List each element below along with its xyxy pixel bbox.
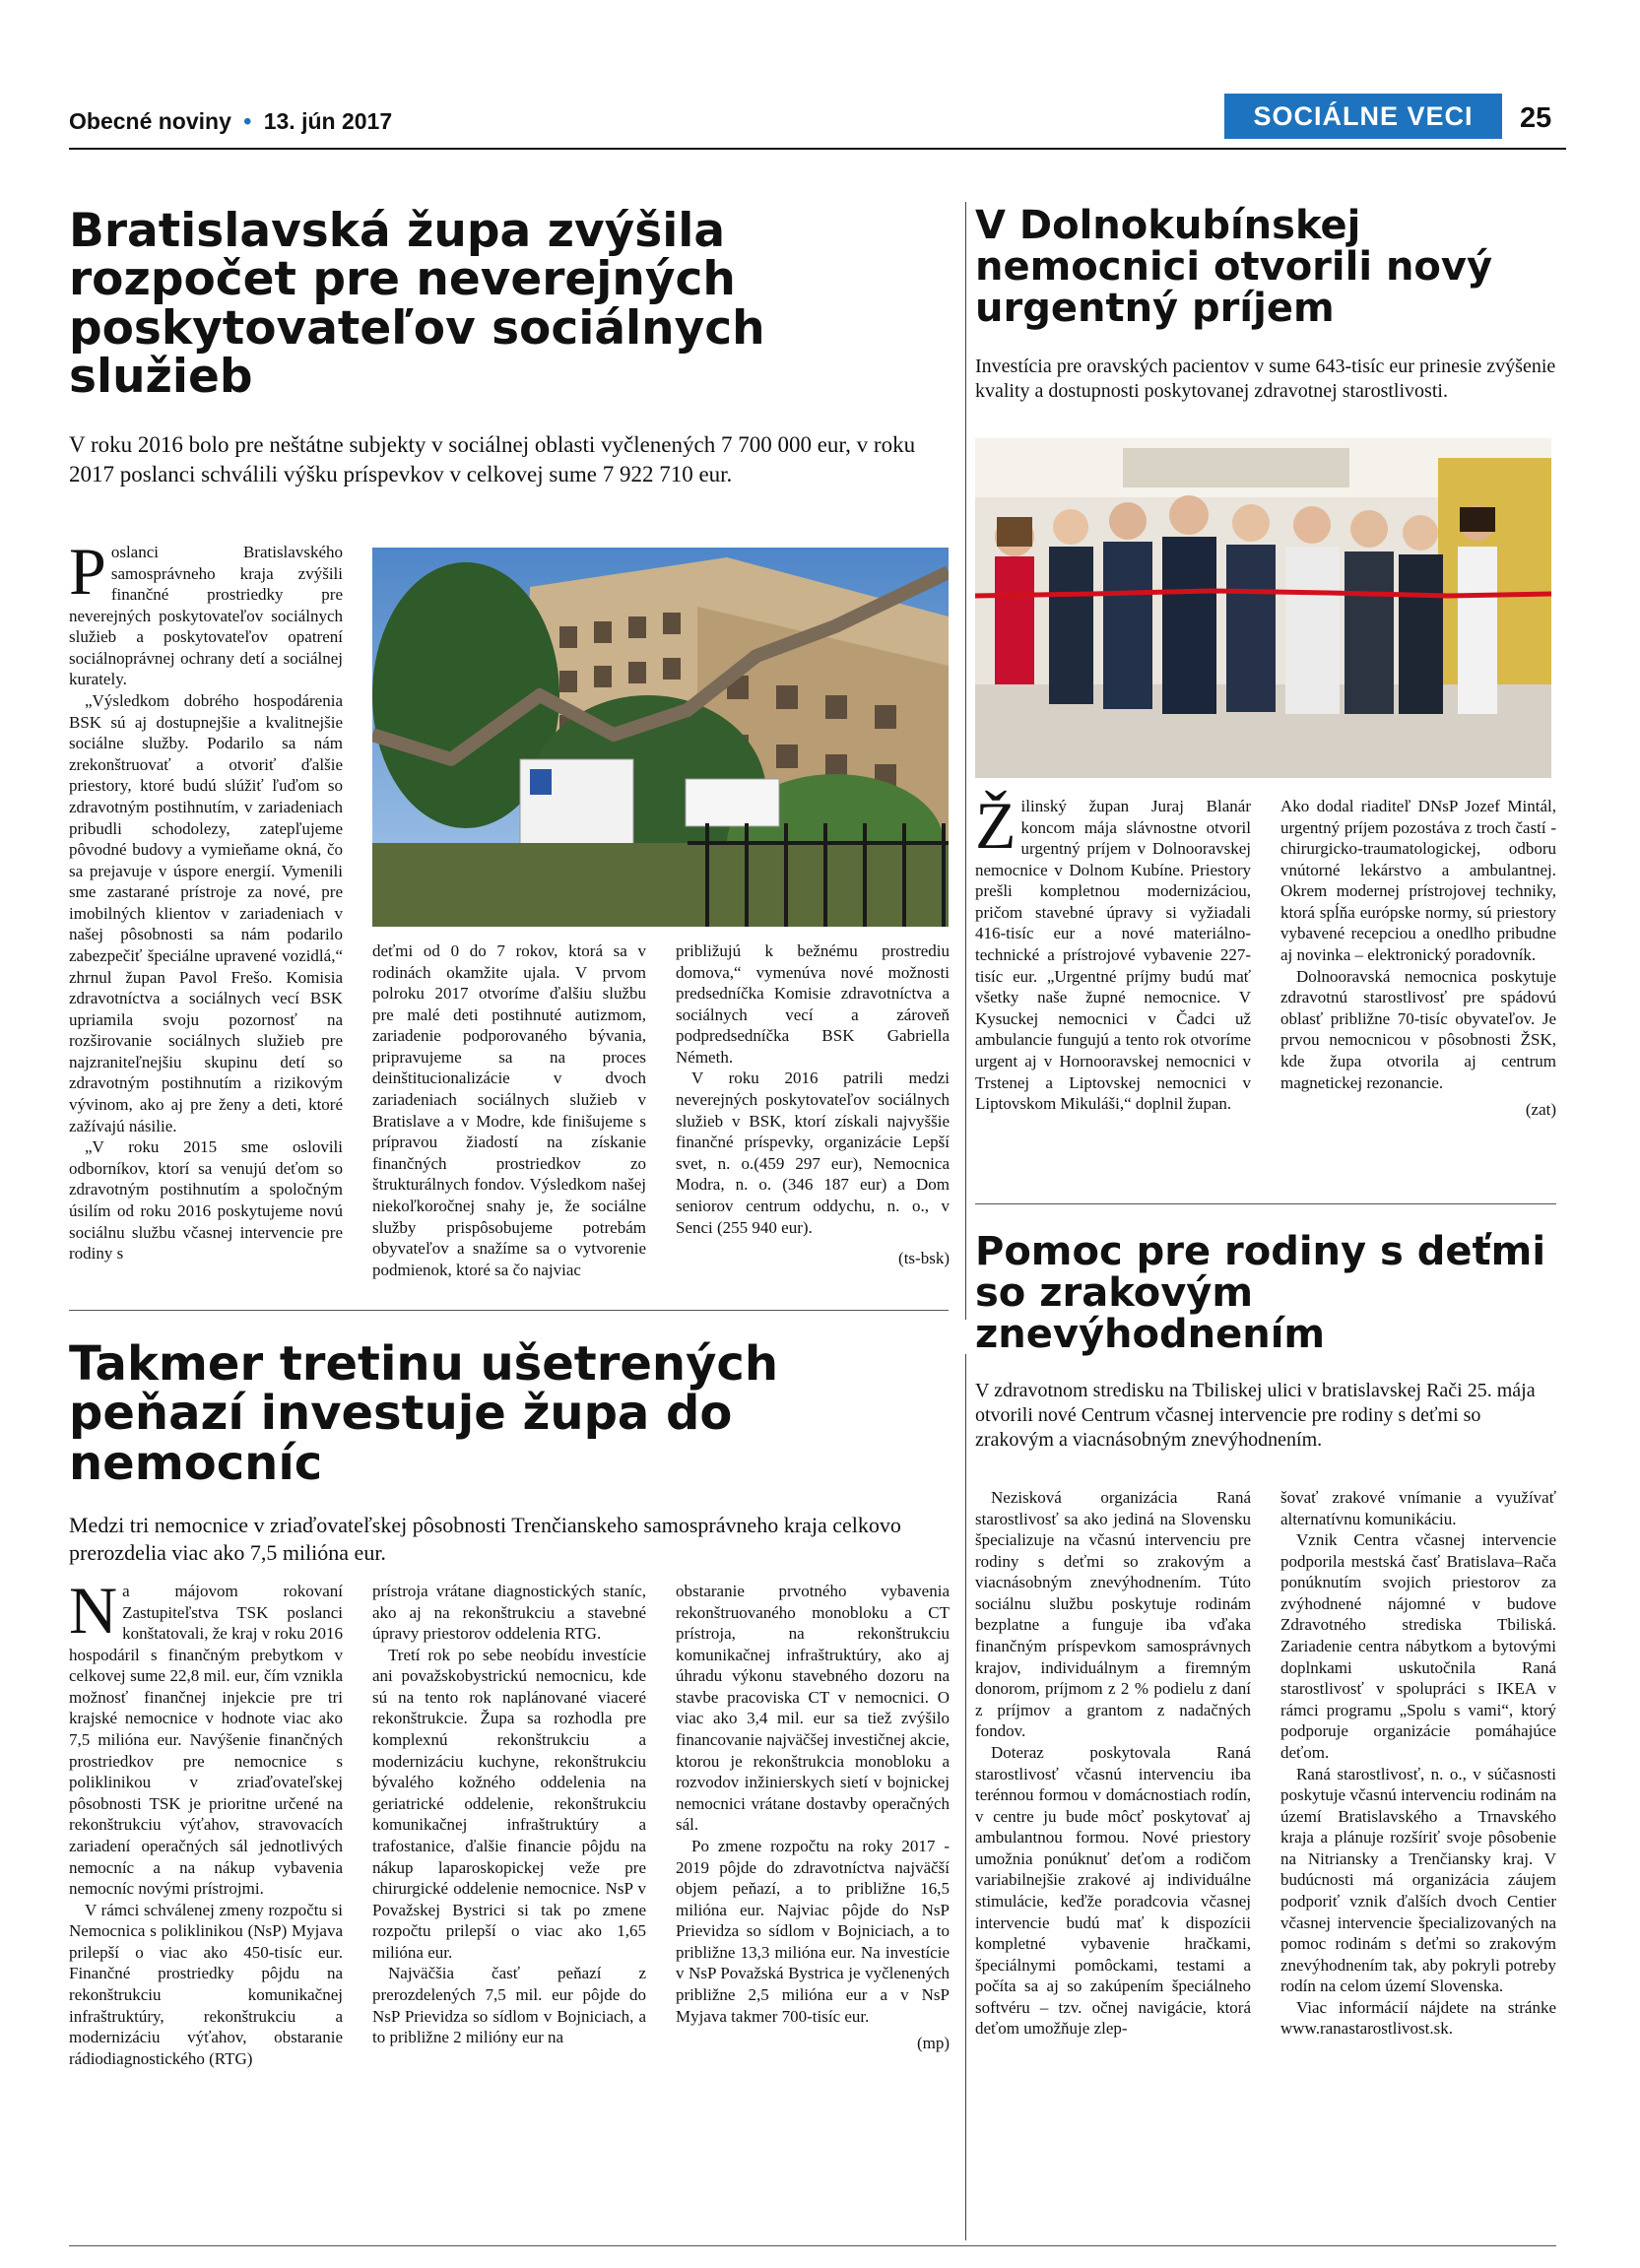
article2-dropcap: Ž bbox=[975, 788, 1017, 863]
article1-paragraph: približujú k bežnému prostrediu domova,“ vymenúva nové možnosti predsedníčka Komisie zdravotníctva a sociálnych vecí a zároveň podpredsedníčka BSK Gabriella Németh. bbox=[676, 941, 950, 1067]
footer-rule bbox=[69, 2245, 1556, 2246]
article1-paragraph: „V roku 2015 sme oslovili odborníkov, ktorí sa venujú deťom so zdravotným postihnutím a spoločným úsilím od roku 2016 poskytujeme novú sociálnu službu včasnej intervencie pre rodiny s bbox=[69, 1137, 343, 1264]
article2-column-1 bbox=[975, 788, 1251, 1115]
article4-title: Pomoc pre rodiny s deťmi so zrakovým znevýhodnením bbox=[975, 1229, 1546, 1357]
article4-paragraph: Doteraz poskytovala Raná starostlivosť včasnú intervenciu iba terénnou formou v domácnostiach rodín, v centre ju bude môcť poskytovať aj ambulantnou formou. Nové priestory umožnia ponúknuť deťom a rodičom variabilnejšie zrakové aj individuálne stimulácie, keďže poradcovia včasnej intervencie budú mať k dispozícii kompletné vybavenie hračkami, špeciálnymi pomôckami, testami a počíta sa aj so zakúpením špeciálneho softvéru – tzv. očnej navigácie, ktorá deťom umožňuje zlep- bbox=[975, 1742, 1251, 2039]
article1-lead: V roku 2016 bolo pre neštátne subjekty v sociálnej oblasti vyčlenených 7 700 000 eur, v roku 2017 poslanci schválili výšku príspevkov v celkovej sume 7 922 710 eur. bbox=[69, 432, 916, 486]
article3-paragraph: Najväčšia časť peňazí z prerozdelených 7,5 mil. eur pôjde do NsP Prievidza so sídlom v Bojniciach, a to približne 2 milióny eur na bbox=[372, 1964, 646, 2047]
article2-signature: (zat) bbox=[1525, 1100, 1556, 1120]
building-photo-illustration bbox=[372, 548, 949, 927]
section-tag: SOCIÁLNE VECI bbox=[1224, 94, 1502, 139]
article1-dropcap: P bbox=[69, 534, 106, 609]
ribbon-cutting-photo-illustration bbox=[975, 438, 1551, 778]
article3-paragraph: Tretí rok po sebe neobídu investície ani považskobystrickú nemocnicu, kde sú na tento rok naplánované viaceré rekonštrukcie. Župa sa rozhodla pre komplexnú rekonštrukciu a modernizáciu kuchyne, rekonštrukciu bývalého kožného oddelenia na geriatrické oddelenie, rekonštrukciu komunikačnej infraštruktúry a trafostanice, ďalšie financie pôjdu na nákup laparoskopickej veže pre chirurgické oddelenie nemocnice. NsP v Považskej Bystrici si tak po zmene rozpočtu prilepší o viac ako 1,65 milióna eur. bbox=[372, 1645, 646, 1962]
page-number: 25 bbox=[1520, 102, 1552, 134]
article3-column-2 bbox=[372, 1581, 646, 2048]
article1-paragraph: deťmi od 0 do 7 rokov, ktorá sa v rodinách okamžite ujala. V prvom polroku 2017 otvoríme ďalšiu službu pre malé deti postihnuté autizmom, zariadenie podporovaného bývania, pripravujeme sa na proces deinštitucionalizácie v dvoch zariadeniach sociálnych služieb v Bratislave a v Modre, kde finišujeme s prípravou žiadostí na získanie finančných prostriedkov zo štrukturálnych fondov. Výsledkom našej niekoľkoročnej snahy je, že sociálne služby prispôsobujeme potrebám obyvateľov a snažíme sa o vytvorenie podmienok, ktoré sa čo najviac bbox=[372, 941, 646, 1279]
article3-column-1 bbox=[69, 1573, 343, 2069]
separator-dot: • bbox=[243, 108, 252, 134]
publication-name: Obecné noviny bbox=[69, 108, 231, 134]
article1-photo-building bbox=[372, 548, 949, 927]
article3-lead: Medzi tri nemocnice v zriaďovateľskej pôsobnosti Trenčianskeho samosprávneho kraja celkovo prerozdelia viac ako 7,5 milióna eur. bbox=[69, 1513, 901, 1565]
article4-paragraph: Viac informácií nájdete na stránke www.ranastarostlivost.sk. bbox=[1280, 1997, 1556, 2039]
publication-date: 13. jún 2017 bbox=[263, 108, 393, 134]
article4-paragraph: Vznik Centra včasnej intervencie podporila mestská časť Bratislava–Rača ponúknutím svojich priestorov za zvýhodnené nájomné v budove Zdravotného strediska Tbiliská. Zariadenie centra nábytkom a bytovými doplnkami uskutočnila Raná starostlivosť v spolupráci s IKEA v rámci programu „Spolu s vami“, ktorý podporuje organizácie pomáhajúce deťom. bbox=[1280, 1530, 1556, 1762]
article1-paragraph: „Výsledkom dobrého hospodárenia BSK sú aj dostupnejšie a kvalitnejšie sociálne služby. Podarilo sa nám zrekonštruovať a otvoriť ďalšie priestory, ktoré budú slúžiť ľuďom so zdravotným postihnutím, v zariadeniach pribudli schodolezy, zatepľujeme pôvodné budovy a vymieňame okná, čo sa prejavuje v úspore energií. Vymenili sme zastarané prístroje za nové, pre imobilných klientov v zariadeniach v našej pôsobnosti sa nám podarilo zabezpečiť špeciálne upravené vozidlá,“ zhrnul župan Pavol Frešo. Komisia zdravotníctva a sociálnych vecí BSK upriamila svoju pozornosť na rozširovanie sociálnych služieb pre najzraniteľnejšiu skupinu detí so zdravotným postihnutím a rizikovým vývinom, ako aj pre ženy a deti, ktoré zažívajú násilie. bbox=[69, 691, 343, 1135]
article2-paragraph: Ako dodal riaditeľ DNsP Jozef Mintál, urgentný príjem pozostáva z troch častí - chirurgicko-traumatologickej, odboru vnútorné lekárstvo a ambulantnej. Okrem modernej prístrojovej techniky, ktorá spĺňa európske normy, sú priestory vybavené recepciou a onedlho pribudne aj novinka – elektronický poradovník. bbox=[1280, 797, 1556, 965]
article3-paragraph: V rámci schválenej zmeny rozpočtu si Nemocnica s poliklinikou (NsP) Myjava prilepší o viac ako 450-tisíc eur. Finančné prostriedky pôjdu na rekonštrukciu komunikačnej infraštruktúry, rekonštrukciu a modernizáciu výťahov, obstaranie rádiodiagnostického (RTG) bbox=[69, 1900, 343, 2068]
article3-paragraph: obstaranie prvotného vybavenia rekonštruovaného monobloku a CT prístroja, na rekonštrukciu komunikačnej infraštruktúry, ako aj úhradu výkonu stavebného dozoru na stavbe pracoviska CT v nemocnici. O viac ako 3,4 mil. eur sa tiež zvýšilo financovanie najväčšej investičnej akcie, ktorou je rekonštrukcia monobloku a rozvodov inžinierskych sietí v bojnickej nemocnici vrátane dostavby operačných sál. bbox=[676, 1582, 950, 1835]
publication-header bbox=[69, 108, 392, 135]
column-divider-bottom bbox=[965, 1354, 966, 2240]
article4-column-1 bbox=[975, 1487, 1251, 2040]
header-rule bbox=[69, 148, 1566, 150]
article2-bottom-rule bbox=[975, 1203, 1556, 1204]
article1-paragraph: V roku 2016 patrili medzi neverejných poskytovateľov sociálnych služieb v BSK, ktorí získali najvyššie finančné príspevky, organizácie Lepší svet, n. o.(459 297 eur), Nemocnica Modra, n. o. (346 187 eur) a Dom seniorov centrum oddychu, n. o., v Senci (255 940 eur). bbox=[676, 1069, 950, 1237]
article3-paragraph: prístroja vrátane diagnostických staníc, ako aj na rekonštrukciu a stavebné úpravy priestorov oddelenia RTG. bbox=[372, 1582, 646, 1644]
article2-photo-ribbon-cutting bbox=[975, 438, 1551, 778]
article1-title: Bratislavská župa zvýšila rozpočet pre neverejných poskytovateľov sociálnych služieb bbox=[69, 204, 765, 405]
article3-column-3 bbox=[676, 1581, 950, 2054]
article3-paragraph: Po zmene rozpočtu na roky 2017 - 2019 pôjde do zdravotníctva najväčší objem peňazí, a to približne 16,5 milióna eur. Najviac pôjde do NsP Prievidza so sídlom v Bojniciach, a to približne 13,3 milióna eur. Na investície v NsP Považská Bystrica je vyčlenených približne 2,5 milióna eur a v NsP Myjava takmer 700-tisíc eur. bbox=[676, 1836, 950, 2026]
article4-paragraph: Nezisková organizácia Raná starostlivosť sa ako jediná na Slovensku špecializuje na včasnú intervenciu pre rodiny s deťmi so zrakovým a viacnásobným znevýhodnením. Túto sociálnu službu poskytuje rodinám bezplatne a funguje iba vďaka finančným príspevkom samosprávnych krajov, individuálnym a firemným donorom, príjmom z 2 % podielu z daní z príjmov a grantom z nadačných fondov. bbox=[975, 1488, 1251, 1741]
article1-signature: (ts-bsk) bbox=[898, 1249, 950, 1268]
article1-column-1 bbox=[69, 534, 343, 1264]
article4-paragraph: Raná starostlivosť, n. o., v súčasnosti poskytuje včasnú intervenciu rodinám na území Bratislavského a Trnavského kraja a plánuje rozšíriť svoje pôsobenie na Nitriansky a Trenčiansky kraj. V budúcnosti má organizácia záujem podporiť vznik ďalších dvoch Centier včasnej intervencie špecializovaných na pomoc rodinám s deťmi so zrakovým znevýhodnením tak, aby pokryli potreby rodín na celom území Slovenska. bbox=[1280, 1764, 1556, 1996]
article1-bottom-rule bbox=[69, 1310, 949, 1311]
article4-column-2 bbox=[1280, 1487, 1556, 2040]
column-divider-top bbox=[965, 202, 966, 1320]
article1-column-3 bbox=[676, 940, 950, 1269]
article2-lead: Investícia pre oravských pacientov v sume 643-tisíc eur prinesie zvýšenie kvality a dostupnosti poskytovanej zdravotnej starostlivosti. bbox=[975, 356, 1556, 402]
article1-paragraph: oslanci Bratislavského samosprávneho kraja zvýšili finančné prostriedky pre neverejných poskytovateľov sociálnych služieb a poskytovateľov opatrení sociálnoprávnej ochrany detí a sociálnej kurately. bbox=[69, 543, 343, 689]
article2-title: V Dolnokubínskej nemocnici otvorili nový urgentný príjem bbox=[975, 203, 1493, 331]
article3-paragraph: a májovom rokovaní Zastupiteľstva TSK poslanci konštatovali, že kraj v roku 2016 hospodáril s finančným prebytkom v celkovej sume 22,8 mil. eur, čím vznikla možnosť finančnej injekcie pre tri krajské nemocnice v hodnote viac ako 7,5 milióna eur. Navýšenie finančných prostriedkov pre nemocnice s poliklinikou v zriaďovateľskej pôsobnosti TSK je prioritne určené na rekonštrukciu výťahov, stravovacích zariadení operačných sál jednotlivých nemocníc a na nákup vybavenia nemocníc novými prístrojmi. bbox=[69, 1582, 343, 1899]
article4-paragraph: šovať zrakové vnímanie a využívať alternatívnu komunikáciu. bbox=[1280, 1488, 1556, 1528]
article4-lead: V zdravotnom stredisku na Tbiliskej ulici v bratislavskej Rači 25. mája otvorili nové Centrum včasnej intervencie pre rodiny s deťmi so zrakovým a viacnásobným znevýhodnením. bbox=[975, 1380, 1536, 1451]
article2-paragraph: ilinský župan Juraj Blanár koncom mája slávnostne otvoril urgentný príjem v Dolnooravskej nemocnice v Dolnom Kubíne. Priestory prešli kompletnou modernizáciou, pričom stavebné úpravy si vyžiadali 416-tisíc eur a nové materiálno-technické a prístrojové vybavenie 227-tisíc eur. „Urgentné príjmy budú mať všetky naše župné nemocnice. V Kysuckej nemocnici v Čadci už ambulancie fungujú a tento rok otvoríme urgent aj v Hornooravskej nemocnici v Trstenej a Liptovskej nemocnici v Liptovskom Mikuláši,“ doplnil župan. bbox=[975, 797, 1251, 1114]
article3-dropcap: N bbox=[69, 1573, 118, 1648]
article3-signature: (mp) bbox=[916, 2034, 950, 2053]
article1-column-2 bbox=[372, 940, 646, 1280]
article2-column-2 bbox=[1280, 796, 1556, 1121]
article2-paragraph: Dolnooravská nemocnica poskytuje zdravotnú starostlivosť pre spádovú oblasť približne 70-tisíc obyvateľov. Je prvou nemocnicou v pôsobnosti ŽSK, kde župa otvorila aj centrum magnetickej rezonancie. bbox=[1280, 966, 1556, 1092]
article3-title: Takmer tretinu ušetrených peňazí investuje župa do nemocníc bbox=[69, 1336, 778, 1491]
